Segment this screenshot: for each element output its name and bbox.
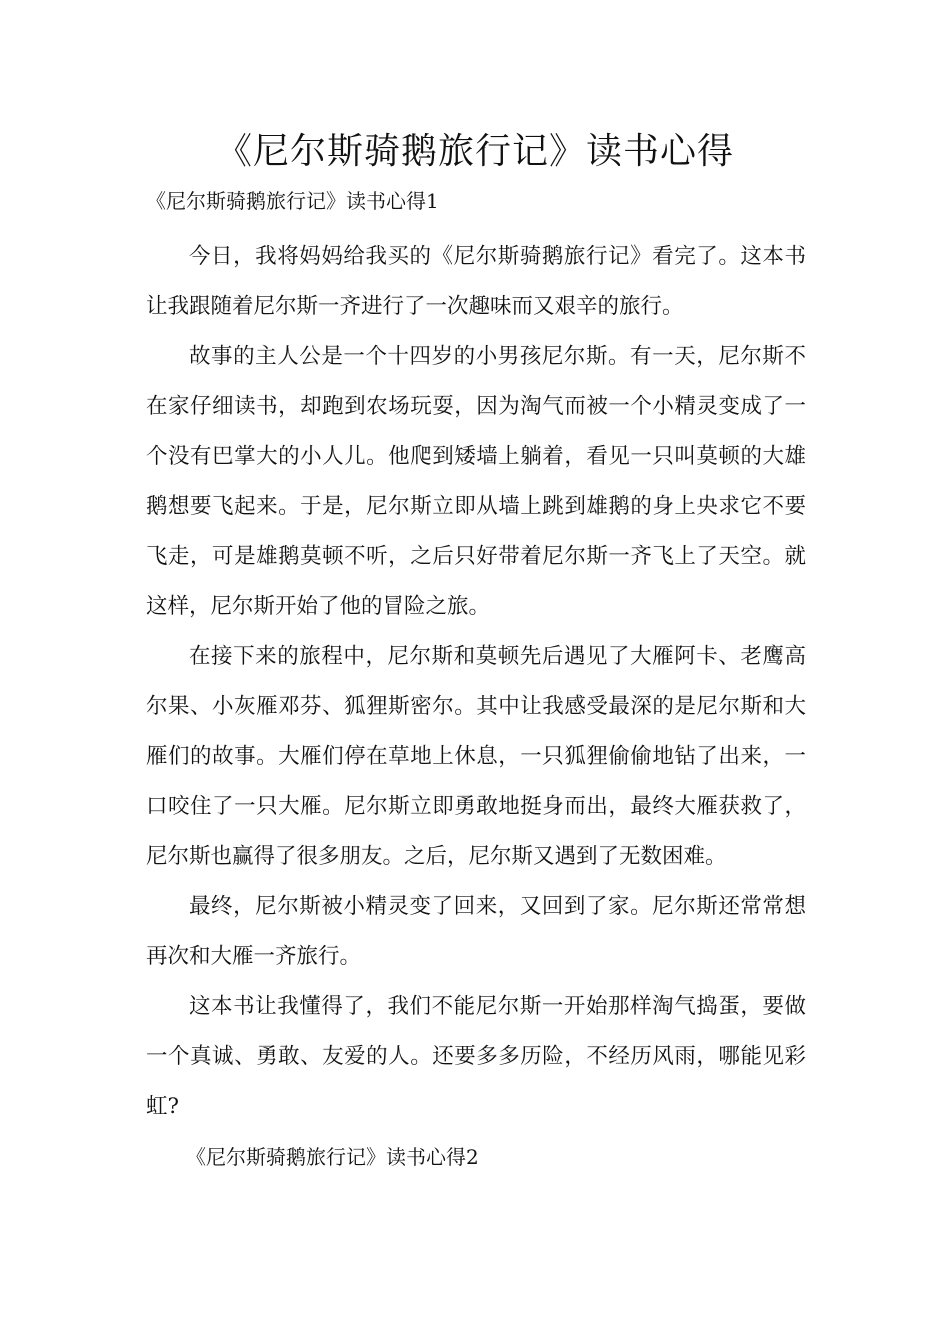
paragraph-3: 在接下来的旅程中，尼尔斯和莫顿先后遇见了大雁阿卡、老鹰高尔果、小灰雁邓芬、狐狸斯密尔。其中让我感受最深的是尼尔斯和大雁们的故事。大雁们停在草地上休息，一只狐狸偷偷地钻了出来，一口咬住了一只大雁。尼尔斯立即勇敢地挺身而出，最终大雁获救了，尼尔斯也赢得了很多朋友。之后，尼尔斯又遇到了无数困难。: [146, 644, 806, 869]
paragraph-1: 今日，我将妈妈给我买的《尼尔斯骑鹅旅行记》看完了。这本书让我跟随着尼尔斯一齐进行了一次趣味而又艰辛的旅行。: [146, 244, 806, 319]
paragraph-5: 这本书让我懂得了，我们不能尼尔斯一开始那样淘气捣蛋，要做一个真诚、勇敢、友爱的人。还要多多历险，不经历风雨，哪能见彩虹?: [146, 994, 806, 1119]
document-body: [146, 232, 806, 1182]
section-heading-2: 《尼尔斯骑鹅旅行记》读书心得2: [186, 1145, 479, 1169]
document-title: 《尼尔斯骑鹅旅行记》读书心得: [215, 131, 734, 172]
section-heading-1: 《尼尔斯骑鹅旅行记》读书心得1: [146, 189, 439, 213]
paragraph-4: 最终，尼尔斯被小精灵变了回来，又回到了家。尼尔斯还常常想再次和大雁一齐旅行。: [146, 894, 806, 969]
paragraph-2: 故事的主人公是一个十四岁的小男孩尼尔斯。有一天，尼尔斯不在家仔细读书，却跑到农场玩耍，因为淘气而被一个小精灵变成了一个没有巴掌大的小人儿。他爬到矮墙上躺着，看见一只叫莫顿的大雄鹅想要飞起来。于是，尼尔斯立即从墙上跳到雄鹅的身上央求它不要飞走，可是雄鹅莫顿不听，之后只好带着尼尔斯一齐飞上了天空。就这样，尼尔斯开始了他的冒险之旅。: [146, 344, 806, 619]
